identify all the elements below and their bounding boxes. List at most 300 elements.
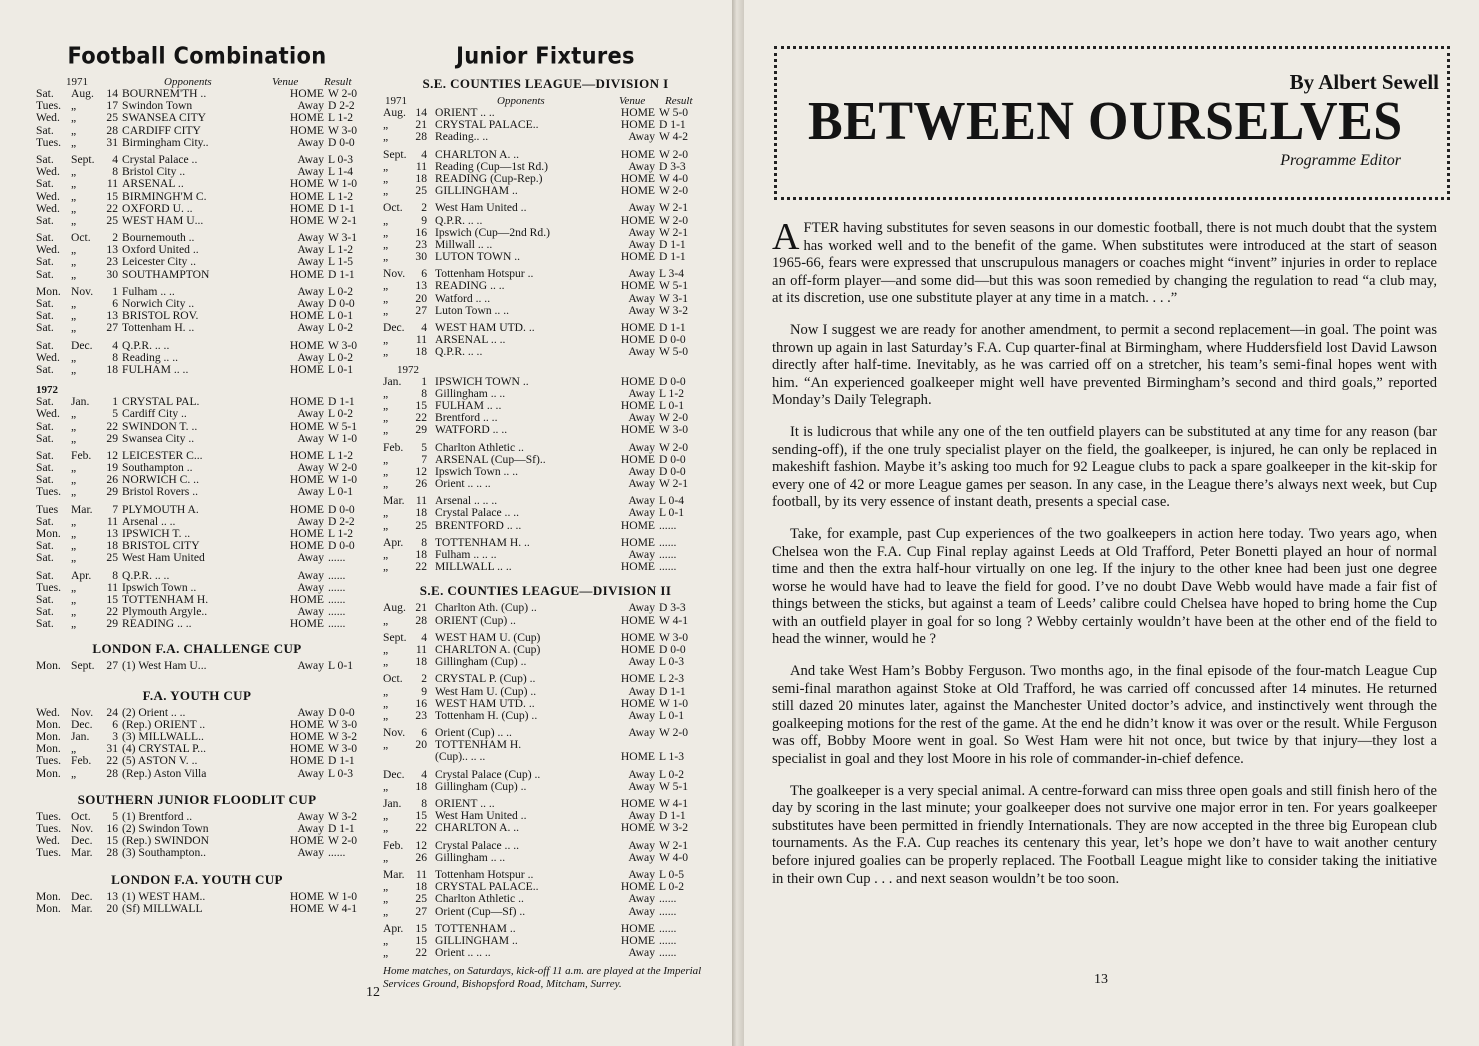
fixture-venue: Away	[628, 548, 655, 561]
fixture-opponent: Gillingham (Cup) ..	[435, 655, 527, 669]
fixture-date: 11	[415, 159, 427, 173]
fixture-date: 6	[421, 726, 427, 740]
fixture-month: Dec.	[71, 717, 93, 731]
fixture-venue: HOME	[620, 535, 655, 549]
fixture-opponent: CRYSTAL PALACE..	[435, 880, 539, 894]
fixture-opponent: IPSWICH T. ..	[122, 527, 191, 540]
fixture-month: „	[71, 243, 77, 257]
fixture-date: 18	[415, 880, 427, 894]
fixture-month: „	[71, 111, 77, 125]
fixture-month: Mar.	[71, 502, 93, 516]
fixture-month: „	[383, 303, 389, 317]
fixture-date: 22	[415, 411, 427, 425]
fixture-row	[36, 570, 358, 582]
fixture-group	[36, 811, 358, 860]
article-paragraph: Now I suggest we are ready for another amendment, to permit a second replacement—in goal. The point was thrown up again in last Saturday’s F.A. Cup quarter-final at Birmingham, where Huddersfield lost David Lawson directly after half-time. Inevitably, as he was carried off on a stretcher, his team’s semi-final hopes went with him. “An experienced goalkeeper might well have prevented Birmingham’s second and third goals,” reported Monday’s Daily Telegraph.	[772, 321, 1437, 409]
fixture-day: Sat.	[36, 448, 54, 462]
fixture-month: „	[383, 904, 389, 918]
fixture-day: Wed.	[36, 201, 60, 215]
fixture-date: 31	[106, 742, 118, 756]
fixture-group	[36, 286, 358, 335]
fixture-result: L 0-4	[659, 494, 685, 508]
fixture-row	[383, 305, 708, 317]
fixture-month: „	[383, 548, 389, 561]
fixture-month: Aug.	[383, 601, 406, 615]
fixture-result: W 4-1	[328, 901, 358, 915]
fixture-group	[383, 727, 708, 764]
fixture-row	[383, 185, 708, 197]
fixture-date: 9	[421, 213, 427, 227]
fixture-opponent: Bristol City ..	[122, 165, 186, 179]
fixture-month: „	[71, 592, 77, 606]
fixture-date: 25	[415, 518, 427, 532]
fixture-date: 4	[112, 338, 118, 352]
fixture-result: ......	[659, 921, 677, 935]
fixture-result: W 2-0	[659, 440, 689, 454]
page-number-12: 12	[366, 985, 380, 1000]
fixture-venue: HOME	[620, 750, 655, 764]
fixture-row	[383, 149, 708, 161]
fixture-venue: HOME	[620, 642, 655, 656]
fixture-opponent: OXFORD U. ..	[122, 201, 193, 215]
fixture-day: Sat.	[36, 87, 54, 100]
fixture-month: „	[71, 580, 77, 594]
fixture-month: „	[71, 407, 77, 421]
fixture-month: „	[383, 411, 389, 425]
fixture-group	[383, 322, 708, 359]
fixture-opponent: Brentford .. ..	[435, 411, 498, 425]
fixture-group	[36, 660, 358, 672]
fixture-result: W 3-2	[659, 821, 689, 835]
fixture-group	[36, 88, 358, 149]
fixture-month: Apr.	[383, 921, 404, 935]
fixture-month: Feb.	[71, 448, 92, 462]
fixture-date: 29	[106, 485, 118, 499]
fixture-day: Sat.	[36, 321, 54, 335]
fixture-month: Dec.	[71, 889, 93, 903]
fixture-opponent: Q.P.R. .. ..	[122, 338, 170, 352]
fixture-opponent: (3) MILLWALL..	[122, 730, 204, 744]
fixture-venue: Away	[628, 838, 655, 852]
fixture-venue: Away	[628, 708, 655, 722]
fixture-venue: HOME	[620, 880, 655, 894]
fixture-result: L 0-2	[659, 767, 685, 781]
fixture-row	[36, 215, 358, 227]
fixture-date: 15	[415, 809, 427, 823]
fixture-venue: HOME	[620, 518, 655, 532]
fixture-venue: Away	[628, 494, 655, 508]
fixture-opponent: CRYSTAL PALACE..	[435, 118, 539, 132]
fixture-opponent: READING .. ..	[122, 617, 192, 631]
fixture-date: 18	[106, 362, 118, 376]
fixture-month: Mar.	[71, 846, 93, 860]
fixture-month: „	[383, 684, 389, 698]
fixture-group	[383, 442, 708, 491]
fixture-result: W 4-1	[659, 613, 689, 627]
fixture-opponent: Tottenham H. (Cup) ..	[435, 708, 538, 722]
fixture-month: Sept.	[383, 147, 407, 161]
fixture-day: Sat.	[36, 514, 54, 528]
fixture-opponent: Crystal Palace .. ..	[435, 506, 520, 520]
fixture-group	[36, 154, 358, 227]
fixture-opponent: PLYMOUTH A.	[122, 502, 199, 516]
fixture-venue: HOME	[620, 279, 655, 293]
fixture-month: „	[383, 237, 389, 251]
fixture-day: Tues.	[36, 580, 62, 594]
fixture-month: „	[383, 225, 389, 239]
home-matches-note: Home matches, on Saturdays, kick-off 11 a.m. are played at the Imperial Services Ground, Bishopsford Road, Mitcham, Surrey.	[383, 965, 702, 991]
fixture-date: 1	[421, 374, 427, 388]
fixture-month: Nov.	[71, 705, 94, 719]
fixture-group	[36, 396, 358, 445]
fixture-group	[383, 673, 708, 722]
fixture-result: ......	[328, 580, 346, 594]
article-paragraph: And take West Ham’s Bobby Ferguson. Two months ago, in the final episode of the four-match League Cup semi-final marathon against Stoke at Old Trafford, he was carried off concussed after 14 minutes. He returned still dazed 20 minutes later, against the Manchester United doctor’s advice, and instinctively went through the goalkeeping motions for the rest of the game. At the end he didn’t know it was over or the result. While Ferguson was off, Bobby Moore went in goal. So West Ham were hit not once, but twice by that injury—they lost a specialist in goal and they lost Moore in his role of commander-in-chief defence.	[772, 663, 1437, 768]
fixture-date: 4	[421, 321, 427, 334]
fixture-venue: HOME	[289, 267, 324, 281]
fixture-day: Mon.	[36, 742, 61, 756]
fixture-date: 28	[415, 130, 427, 144]
fixture-day: Sat.	[36, 255, 54, 269]
fixture-venue: HOME	[620, 921, 655, 935]
fixture-result: D 1-1	[659, 809, 686, 823]
combination-column	[36, 44, 358, 920]
fixture-row	[383, 710, 708, 722]
fixture-month: Oct.	[383, 201, 403, 215]
fixture-opponent: TOTTENHAM ..	[435, 921, 516, 935]
fixture-venue: Away	[628, 655, 655, 669]
fixture-group	[383, 268, 708, 317]
fixture-date: 23	[106, 255, 118, 269]
fixture-opponent: Orient .. .. ..	[435, 477, 491, 491]
fixture-venue: HOME	[289, 889, 324, 903]
junior-opponents-header: Opponents	[497, 95, 545, 107]
fixture-venue: HOME	[620, 630, 655, 644]
fixture-result: L 2-3	[659, 672, 685, 686]
fixture-day: Sat.	[36, 551, 54, 565]
fixture-row	[383, 727, 708, 739]
fixture-month: „	[71, 514, 77, 528]
fixture-month: „	[71, 99, 77, 113]
fixture-date: 15	[415, 933, 427, 947]
fixture-date: 26	[415, 850, 427, 864]
fixture-result: L 1-2	[328, 189, 354, 203]
fixture-venue: HOME	[289, 362, 324, 376]
fixture-group	[383, 923, 708, 960]
fixture-result: D 0-0	[328, 705, 355, 719]
fixture-opponent: ORIENT .. ..	[435, 797, 495, 810]
fixture-result: W 2-0	[659, 213, 689, 227]
fixture-day: Sat.	[36, 338, 54, 352]
fixture-result: W 2-1	[659, 225, 689, 239]
fixture-month: Dec.	[383, 321, 405, 334]
fixture-opponent: Southampton ..	[122, 461, 193, 475]
fixture-result: W 1-0	[328, 473, 358, 487]
fixture-day: Tues.	[36, 822, 62, 835]
fixture-opponent: Fulham .. .. ..	[435, 548, 497, 561]
fixture-opponent: WEST HAM U...	[122, 213, 204, 227]
fixture-date: 1	[112, 284, 118, 298]
fixture-date: 8	[112, 568, 118, 582]
fixture-date: 20	[415, 738, 427, 752]
fixture-venue: HOME	[620, 452, 655, 466]
division-1-1971-fixtures	[383, 107, 708, 359]
fixture-opponent: Ipswich Town .. ..	[435, 464, 519, 478]
fixture-month: „	[71, 267, 77, 281]
fixture-day: Sat.	[36, 617, 54, 631]
fixture-result: L 0-2	[328, 284, 354, 298]
youth-cup-heading: F.A. YOUTH CUP	[142, 687, 252, 703]
book-gutter	[732, 0, 744, 1046]
fixture-result: L 0-1	[328, 362, 354, 376]
fixture-month: „	[383, 850, 389, 864]
page-number-13: 13	[1094, 972, 1108, 987]
article-paragraph: It is ludicrous that while any one of the ten outfield players can be substituted at any time for any reason (bar sending-off), if the one truly specialist player on the field, the goalkeeper, is injured, he can only be replaced in makeshift fashion. Maybe it’s asking too much for 92 League clubs to pack a spare goalkeeper in the kit-skip for every one of 42 or more League games per season. In any case, in the League there’s always next week, but Cup football, by its very essence of instant death, presents a special case.	[772, 423, 1437, 511]
fixture-month: „	[71, 309, 77, 323]
fixture-row	[383, 751, 708, 763]
fixture-month: „	[71, 177, 77, 191]
fixture-date: 2	[112, 231, 118, 245]
fixture-month: „	[383, 159, 389, 173]
fixture-month: Dec.	[383, 767, 405, 781]
fixture-date: 4	[421, 630, 427, 644]
fixture-date: 25	[106, 111, 118, 125]
article-body	[772, 216, 1437, 902]
fixture-opponent: Q.P.R. .. ..	[122, 568, 170, 582]
fixture-opponent: Cardiff City ..	[122, 407, 187, 421]
fixture-venue: HOME	[289, 213, 324, 227]
fixture-result: L 1-2	[328, 243, 354, 257]
fixture-venue: Away	[297, 461, 324, 475]
fixture-venue: HOME	[620, 560, 655, 574]
fixture-venue: HOME	[289, 473, 324, 487]
fixture-venue: Away	[297, 846, 324, 860]
fixture-venue: HOME	[289, 395, 324, 409]
fixture-result: ......	[659, 560, 677, 574]
result-header: Result	[324, 76, 352, 88]
fixture-month: Aug.	[383, 106, 406, 119]
fixture-date: 15	[415, 921, 427, 935]
fixture-day: Sat.	[36, 568, 54, 582]
fixture-month: Oct.	[383, 672, 403, 686]
fixture-group	[383, 869, 708, 918]
fixture-venue: HOME	[289, 742, 324, 756]
fixture-venue: Away	[628, 892, 655, 906]
fixture-date: 16	[415, 225, 427, 239]
fixture-opponent: Tottenham H. ..	[122, 321, 195, 335]
fixture-month: „	[383, 642, 389, 656]
combination-1972-fixtures	[36, 396, 358, 630]
fixture-result: W 3-0	[328, 717, 358, 731]
fixture-venue: HOME	[289, 502, 324, 516]
fixture-month: „	[71, 527, 77, 540]
combination-heading: Football Combination	[67, 43, 327, 69]
fixture-opponent: Birmingham City..	[122, 135, 209, 149]
fixture-opponent: Tottenham Hotspur ..	[435, 267, 534, 281]
fixture-date: 12	[415, 464, 427, 478]
fixture-date: 22	[106, 201, 118, 215]
fixture-group	[36, 707, 358, 780]
fixture-month: Jan.	[71, 730, 90, 744]
fixture-month: „	[383, 464, 389, 478]
fixture-venue: Away	[297, 284, 324, 298]
fixture-result: D 2-2	[328, 514, 355, 528]
fixture-result: W 3-0	[659, 630, 689, 644]
fixture-opponent: TOTTENHAM H.	[435, 738, 522, 752]
fixture-result: D 0-0	[659, 333, 686, 347]
floodlit-cup-fixtures	[36, 811, 358, 860]
fixture-date: 20	[106, 901, 118, 915]
floodlit-cup-heading: SOUTHERN JUNIOR FLOODLIT CUP	[77, 791, 317, 807]
fixture-result: ......	[659, 518, 677, 532]
fixture-date: 5	[112, 809, 118, 823]
fixture-date: 28	[106, 846, 118, 860]
fixture-date: 18	[415, 655, 427, 669]
fixture-row	[36, 660, 358, 672]
fixture-day: Mon.	[36, 889, 61, 903]
fixture-venue: Away	[297, 407, 324, 421]
fixture-result: W 4-2	[659, 130, 689, 144]
fixture-row	[36, 847, 358, 859]
fixture-month: „	[71, 297, 77, 310]
fixture-opponent: Charlton Athletic ..	[435, 892, 524, 906]
fixture-venue: HOME	[289, 539, 324, 553]
fixture-opponent: Gillingham .. ..	[435, 850, 506, 864]
fixture-opponent: WATFORD .. ..	[435, 423, 508, 437]
fixture-venue: HOME	[620, 333, 655, 347]
fixture-month: „	[71, 485, 77, 499]
division-1-heading: S.E. COUNTIES LEAGUE—DIVISION I	[422, 76, 669, 91]
fixture-date: 18	[106, 539, 118, 553]
fixture-venue: HOME	[289, 901, 324, 915]
fixture-venue: HOME	[620, 171, 655, 185]
fixture-row	[36, 433, 358, 445]
fixture-venue: Away	[628, 159, 655, 173]
fixture-venue: Away	[628, 867, 655, 881]
fixture-group	[36, 340, 358, 377]
fixture-row	[383, 822, 708, 834]
fixture-opponent: Crystal Palace .. ..	[435, 838, 520, 852]
fixture-opponent: Tottenham Hotspur ..	[435, 867, 534, 881]
fixture-date: 9	[421, 684, 427, 698]
fixture-day: Sat.	[36, 473, 54, 487]
fixture-month: „	[383, 518, 389, 532]
fixture-opponent: LUTON TOWN ..	[435, 250, 521, 264]
fixture-result: L 1-5	[328, 255, 354, 269]
fixture-day: Wed.	[36, 189, 60, 203]
fixture-group	[36, 232, 358, 281]
london-youth-cup-heading: LONDON F.A. YOUTH CUP	[111, 871, 283, 887]
fixture-opponent: (1) WEST HAM..	[122, 889, 206, 903]
fixture-venue: Away	[628, 267, 655, 281]
fixture-group	[383, 537, 708, 574]
opponents-header: Opponents	[164, 76, 212, 88]
fixture-month: Feb.	[383, 440, 404, 454]
fixture-month: „	[383, 345, 389, 359]
fixture-opponent: Crystal Palace (Cup) ..	[435, 767, 541, 781]
fixture-date: 8	[112, 350, 118, 364]
fixture-result: W 5-1	[328, 419, 358, 433]
fixture-row	[383, 656, 708, 668]
fixture-opponent: Gillingham (Cup) ..	[435, 779, 527, 793]
fixture-date: 1	[112, 395, 118, 409]
fixture-day: Sat.	[36, 419, 54, 433]
fixture-month: Jan.	[383, 374, 402, 388]
fixture-group	[383, 495, 708, 532]
fixture-month: Oct.	[71, 809, 91, 823]
fixture-day: Wed.	[36, 705, 60, 719]
fixture-month: „	[383, 779, 389, 793]
fixture-opponent: Crystal Palace ..	[122, 152, 198, 166]
fixture-venue: HOME	[620, 821, 655, 835]
fixture-day: Sat.	[36, 152, 54, 166]
fixture-result: W 2-0	[659, 147, 689, 161]
fixture-group	[383, 632, 708, 669]
fixture-month: „	[383, 398, 389, 412]
fixture-row	[36, 269, 358, 281]
fixture-day: Mon.	[36, 658, 61, 672]
fixture-date: 11	[415, 333, 427, 347]
article-title: BETWEEN OURSELVES	[808, 91, 1403, 152]
fixture-venue: HOME	[620, 184, 655, 198]
fixture-date: 15	[106, 834, 118, 848]
fixture-date: 18	[415, 506, 427, 520]
fixture-month: Nov.	[71, 822, 94, 835]
fixture-result: L 0-3	[659, 655, 685, 669]
fixture-opponent: Reading (Cup—1st Rd.)	[435, 159, 549, 173]
fixture-venue: HOME	[620, 106, 655, 119]
fixture-result: D 0-0	[328, 539, 355, 553]
fixture-date: 23	[415, 708, 427, 722]
fixture-result: W 2-0	[328, 87, 358, 100]
fixture-date: 19	[106, 461, 118, 475]
fixture-result: L 0-1	[659, 398, 685, 412]
fixture-row	[383, 507, 708, 519]
fixture-day: Wed.	[36, 834, 60, 848]
fixture-result: D 0-0	[659, 464, 686, 478]
fixture-venue: HOME	[620, 374, 655, 388]
fixture-opponent: NORWICH C. ..	[122, 473, 199, 487]
junior-year-1972: 1972	[397, 363, 419, 376]
fixture-venue: Away	[628, 904, 655, 918]
fixture-opponent: SOUTHAMPTON	[122, 267, 210, 281]
fixture-venue: Away	[628, 464, 655, 478]
fixture-venue: HOME	[289, 448, 324, 462]
fixture-day: Mon.	[36, 730, 61, 744]
london-youth-cup-fixtures	[36, 891, 358, 915]
fixture-opponent: BIRMINGH'M C.	[122, 189, 207, 203]
fixture-venue: HOME	[620, 250, 655, 264]
fixture-date: 28	[415, 613, 427, 627]
fixture-row	[36, 755, 358, 767]
fixture-month: „	[383, 933, 389, 947]
fixture-month: „	[71, 201, 77, 215]
article-paragraph: AFTER having substitutes for seven seasons in our domestic football, there is not much doubt that the system has worked well and to the benefit of the game. When substitutes were introduced at the start of season 1965-66, fears were expressed that unscrupulous managers or coaches might “invent” injuries in order to replace an off-form player—and some did—but this was soon remedied by changing the regulation to read “a club may, at its discretion, use one substitute player at any time in a match. . . .”	[772, 216, 1437, 307]
fixture-opponent: (1) West Ham U...	[122, 658, 207, 672]
fixture-opponent: SWINDON T. ..	[122, 419, 198, 433]
fixture-venue: Away	[297, 431, 324, 445]
fixture-result: L 0-1	[659, 708, 685, 722]
fixture-result: D 0-0	[328, 502, 355, 516]
fixture-opponent: ARSENAL .. ..	[435, 333, 506, 347]
fixture-day: Tues	[36, 502, 59, 516]
fixture-date: 8	[112, 165, 118, 179]
fixture-result: W 2-0	[659, 184, 689, 198]
fixture-month: Oct.	[71, 231, 91, 245]
fixture-month: „	[383, 880, 389, 894]
fixture-date: 27	[415, 904, 427, 918]
drop-cap: A	[772, 216, 800, 258]
